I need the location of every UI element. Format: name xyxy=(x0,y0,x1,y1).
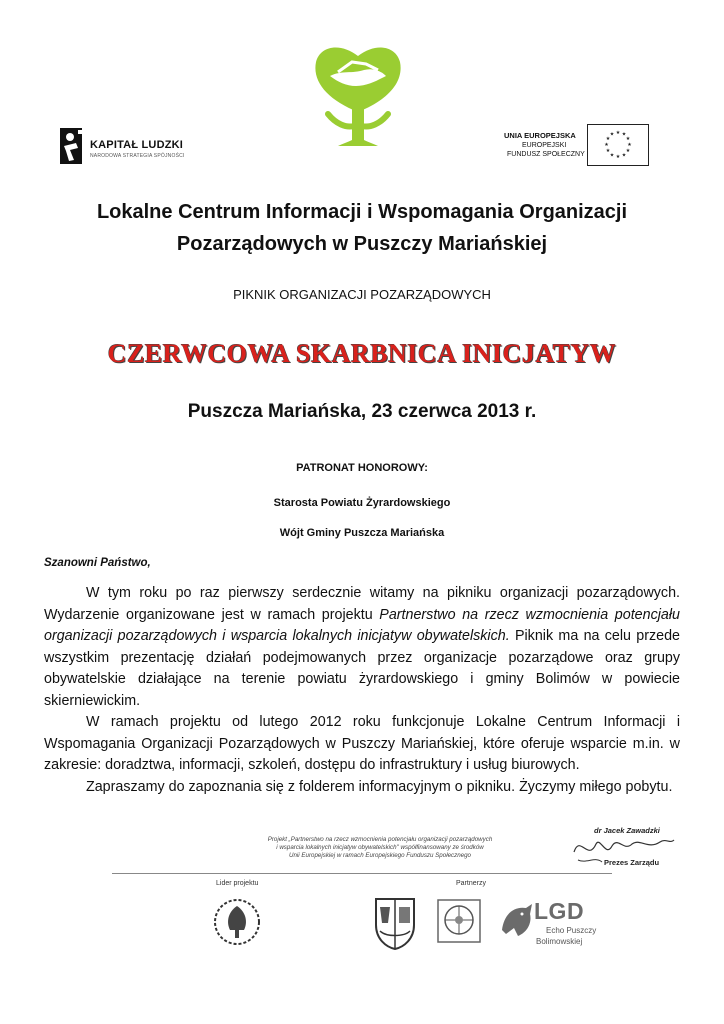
eu-logo-line2: EUROPEJSKI xyxy=(522,142,567,149)
project-note-line3: Unii Europejskiej w ramach Europejskiego Funduszu Społecznego xyxy=(289,852,471,859)
coat-of-arms-icon xyxy=(372,895,418,951)
svg-text:★: ★ xyxy=(625,148,631,154)
eu-logo-line3: FUNDUSZ SPOŁECZNY xyxy=(507,151,585,158)
eu-flag-icon xyxy=(587,124,649,166)
tree-hands-icon xyxy=(308,40,408,148)
svg-text:★: ★ xyxy=(605,148,611,154)
project-note-line1: Projekt „Partnerstwo na rzecz wzmocnienia potencjału organizacji pozarządowych xyxy=(267,836,493,843)
patron-wojt: Wójt Gminy Puszcza Mariańska xyxy=(279,527,445,539)
organization-title-line2: Pozarządowych w Puszczy Mariańskiej xyxy=(176,233,548,255)
project-name-italic: Partnerstwo na rzecz wzmocnienia potencjału organizacji pozarządowych i wsparcia lokalnych inicjatyw obywatelskich. xyxy=(44,606,680,644)
place-date: Puszcza Mariańska, 23 czerwca 2013 r. xyxy=(187,401,537,422)
lgd-subtitle-1: Echo Puszczy xyxy=(546,926,597,935)
project-note-line2: i wsparcia lokalnych inicjatyw obywatelskich" współfinansowany ze środków xyxy=(276,844,484,851)
svg-text:★: ★ xyxy=(609,152,615,159)
svg-text:★: ★ xyxy=(625,136,631,142)
svg-text:★: ★ xyxy=(604,142,609,148)
project-funding-note xyxy=(200,836,560,860)
lgd-title: LGD xyxy=(534,898,585,924)
gci-partner-logo xyxy=(436,898,482,944)
tree-hands-logo xyxy=(308,40,408,148)
paragraph-2: W ramach projektu od lutego 2012 roku funkcjonuje Lokalne Centrum Informacji i Wspomagania Organizacji Pozarządowych w Puszczy Mariańskiej, które oferuje wsparcie m.in. w zakresie: doradztwa, informacji, szkoleń, dostępu do infrastruktury i usług biurowych. xyxy=(44,714,680,773)
leader-seal-logo xyxy=(212,892,262,952)
lgd-subtitle-2: Bolimowskiej xyxy=(536,937,583,946)
eu-logo-line1: UNIA EUROPEJSKA xyxy=(504,131,576,140)
paragraph-1 xyxy=(44,583,680,712)
svg-text:★: ★ xyxy=(609,131,615,138)
patronat-label: PATRONAT HONOROWY: xyxy=(296,462,428,474)
event-title: CZERWCOWA SKARBNICA INICJATYW xyxy=(107,339,617,368)
leader-seal-icon xyxy=(212,892,262,952)
paragraph-3: Zapraszamy do zapoznania się z folderem informacyjnym o pikniku. Życzymy miłego pobytu. xyxy=(86,778,673,795)
eu-stars-icon xyxy=(588,125,648,165)
letter-body xyxy=(44,583,680,798)
leader-label: Lider projektu xyxy=(216,880,259,887)
svg-text:★: ★ xyxy=(627,142,632,148)
lgd-bison-icon xyxy=(500,900,534,942)
kapital-ludzki-subtitle: NARODOWA STRATEGIA SPÓJNOŚCI xyxy=(90,153,185,159)
svg-text:★: ★ xyxy=(615,154,621,160)
gci-seal-icon xyxy=(436,898,482,944)
greeting: Szanowni Państwo, xyxy=(44,557,151,569)
coat-of-arms-logo xyxy=(372,895,418,951)
footer-divider xyxy=(112,873,612,874)
svg-text:★: ★ xyxy=(605,136,611,142)
svg-text:★: ★ xyxy=(621,131,627,138)
paragraph-1-text-b: Piknik ma na celu przede wszystkim prezentację działań podejmowanych przez organizacje pozarządowe oraz grupy obywatelskie działające na terenie powiatu żyrardowskiego i gminy Bolimów w powiecie skierniewickim. xyxy=(44,628,681,709)
patron-starosta: Starosta Powiatu Żyrardowskiego xyxy=(273,497,451,509)
picnic-label: PIKNIK ORGANIZACJI POZARZĄDOWYCH xyxy=(233,287,491,302)
signature-role: Prezes Zarządu xyxy=(604,858,660,867)
kapital-ludzki-title: KAPITAŁ LUDZKI xyxy=(90,139,184,151)
paragraph-1-text-a: W tym roku po raz pierwszy serdecznie witamy na pikniku organizacji pozarządowych. Wydarzenie organizowane jest w ramach projektu xyxy=(44,585,680,623)
organization-title-line1: Lokalne Centrum Informacji i Wspomagania Organizacji xyxy=(96,201,628,223)
partners-label: Partnerzy xyxy=(456,880,486,887)
svg-text:★: ★ xyxy=(615,130,621,136)
svg-text:★: ★ xyxy=(621,152,627,159)
organization-title xyxy=(0,196,724,260)
signature-name: dr Jacek Zawadzki xyxy=(594,826,660,835)
kapital-ludzki-figure-icon xyxy=(58,126,88,166)
